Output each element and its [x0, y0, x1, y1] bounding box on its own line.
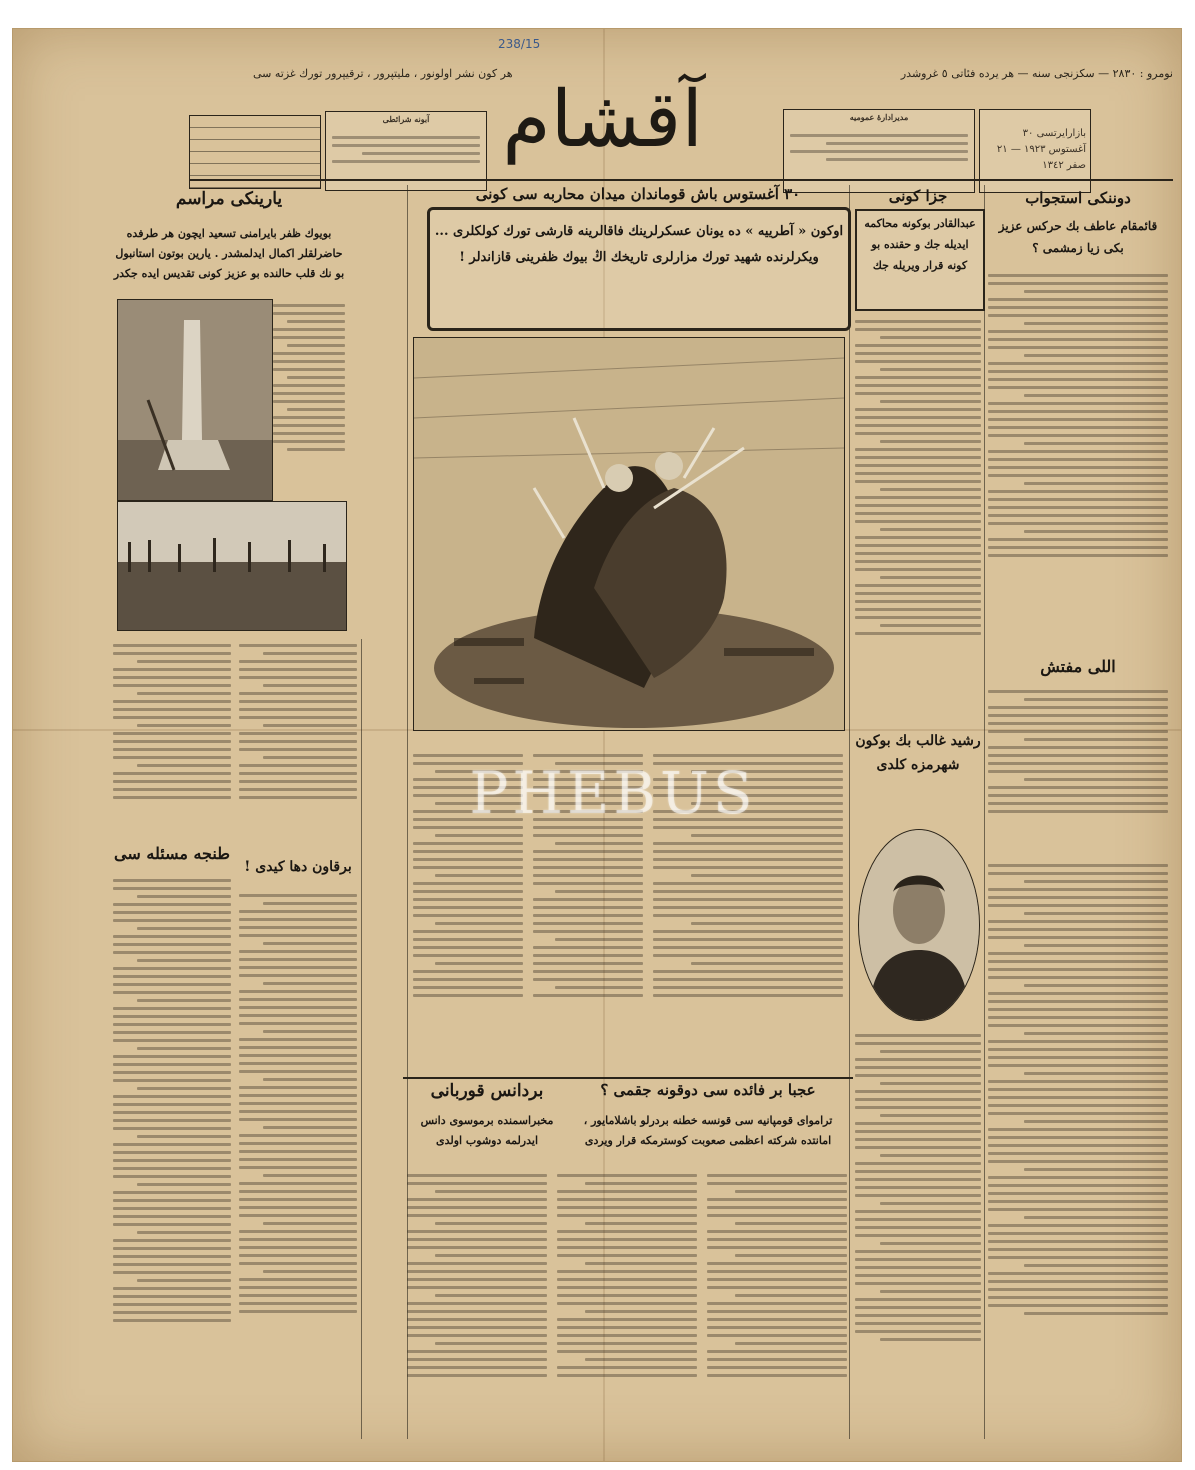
mid-right-headline-box: [855, 209, 985, 311]
right-heading: دوننكى استجواب: [1025, 189, 1131, 207]
inventory-mark: 238/15: [498, 37, 541, 51]
newspaper-title: آقشام: [502, 75, 703, 165]
left-subheading: بويوك ظفر بايرامنى تسعيد ايچون هر طرفده حاضرلقلر اكمال ايدلمشدر . يارين بوتون استانبول بو نك قلب حالنده بو عزيز كونى تقديس ايده جكدر: [113, 227, 345, 280]
mid-right-text-block-2: [855, 1029, 981, 1439]
right-text-block-2: [988, 685, 1168, 845]
mid-right-text-block: [855, 315, 981, 715]
bottom-text-block-2: [557, 1169, 697, 1439]
right-text-block-3: [988, 859, 1168, 1439]
column-rule: [849, 185, 850, 1439]
subscription-table: [189, 115, 321, 189]
center-top-headline: ٣٠ آغستوس باش قوماندان ميدان محاربه سى كونى: [475, 185, 801, 203]
left-text-block-3: [239, 639, 357, 839]
center-headline-box-text-2: ويكرلرنده شهيد تورك مزارلرى تاريخك اڭ بيوك ظفرينى قازاندلر !: [459, 250, 819, 265]
phebus-watermark: PHEBUS: [469, 759, 757, 827]
masthead: [13, 59, 1181, 199]
mid-right-subheading: عبدالقادر بوكونه محاكمه ايديله جك و حقنده بو كونه قرار ويريله جك: [864, 217, 976, 272]
inspector-heading: اللى مفتش: [1040, 657, 1116, 676]
monument-photo: [117, 299, 273, 501]
masthead-rule: [189, 179, 1173, 181]
left-text-block-4: [113, 874, 231, 1434]
date-line: بازارايرتسى ٣٠ آغستوس ١٩٢٣ — ٢١ صفر ١٣٤٢: [996, 128, 1086, 171]
column-rule: [407, 185, 408, 1439]
center-headline-box: [427, 207, 851, 331]
bottom-text-block-3: [707, 1169, 847, 1439]
right-subheading: قائمقام عاطف بك حركس عزيز بكى زيا زمشمى ؟: [998, 219, 1158, 255]
another-hold-heading: برقاون دها كيدى !: [244, 859, 352, 875]
bottom-left-headline: بردانس قوربانى: [430, 1081, 544, 1101]
bottom-center-subheading: ترامواى قومپانيه سى قونسه خطنه بردرلو باشلامايور ، امانتده شركته اعظمى صعوبت كوسترمكه قرار ويردى: [583, 1114, 833, 1147]
left-heading: يارينكى مراسم: [175, 189, 283, 209]
cemetery-photo: [117, 501, 347, 631]
bottom-text-block-1: [407, 1169, 547, 1439]
issue-line: نومرو : ٢٨٣٠ — سكزنجى سنه — هر يرده فئاتى ٥ غروشدر: [900, 67, 1173, 80]
portrait-photo: [858, 829, 980, 1021]
newspaper-sheet: [12, 28, 1182, 1462]
bottom-center-headline: عجبا بر فائده سى دوقونه جقمى ؟: [600, 1081, 816, 1099]
left-text-block-1: [273, 299, 345, 509]
left-text-block-5: [239, 889, 357, 1434]
subscription-box-title: آبونه شرائطى: [382, 114, 430, 124]
tangier-heading: طنجه مسئله سى: [114, 844, 230, 863]
center-headline-box-text: اوكون « آطرييه » ده يونان عسكرلرينك فاقالرينه قارشى تورك كولكلرى ...: [434, 224, 844, 239]
management-box-title: مديرادارهٔ عموميه: [849, 112, 909, 122]
column-rule: [361, 639, 362, 1439]
bottom-left-subheading: مخبراسمنده برموسوى دانس ايدرلمه دوشوب اولدى: [420, 1114, 554, 1147]
battle-illustration: [413, 337, 845, 731]
left-text-block-2: [113, 639, 231, 839]
bottom-rule: [403, 1077, 853, 1079]
right-text-block-1: [988, 269, 1168, 639]
mid-right-heading: جزا كونى: [888, 187, 948, 205]
column-rule: [984, 185, 985, 1439]
masthead-slogan: هر كون نشر اولونور ، مليتپرور ، ترقيپرور تورك غزته سى: [253, 67, 513, 80]
reshid-galib-heading: رشيد غالب بك بوكون شهرمزه كلدى: [855, 733, 981, 773]
